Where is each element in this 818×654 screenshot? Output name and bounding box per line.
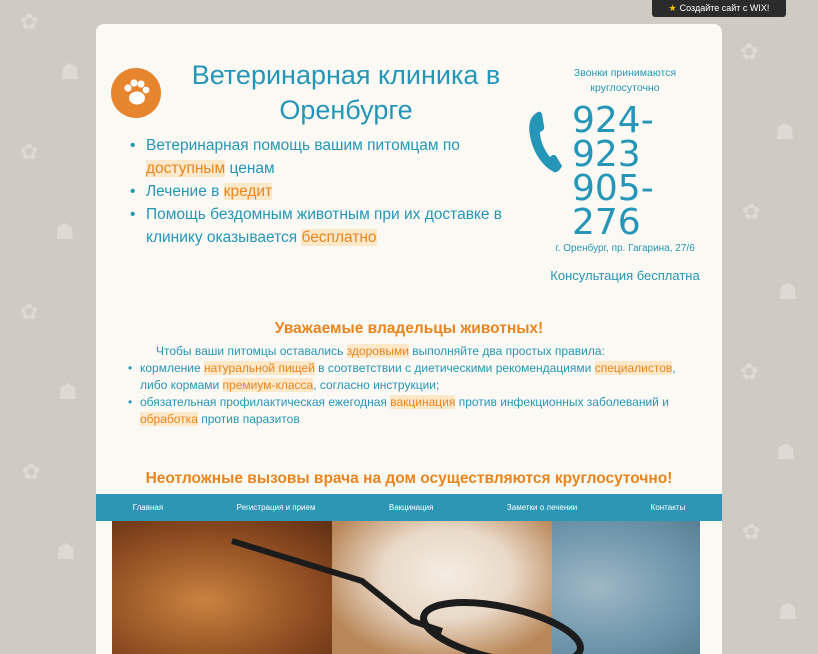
page-container xyxy=(96,24,722,654)
emergency-banner: Неотложные вызовы врача на дом осуществляются круглосуточно! xyxy=(145,470,673,487)
hero-dog-image xyxy=(112,521,700,654)
wix-promo-label: Создайте сайт с WIX! xyxy=(679,3,770,13)
phone-number[interactable]: 924- 923 905- 276 xyxy=(572,100,654,243)
owners-heading: Уважаемые владельцы животных! xyxy=(274,320,544,337)
list-item: • обязательная профилактическая ежегодная вакцинация против инфекционных заболеваний и обработка против паразитов xyxy=(126,394,686,428)
main-nav xyxy=(96,494,722,521)
nav-item-home[interactable]: Главная xyxy=(132,503,164,512)
nav-item-registration[interactable]: Регистрация и прием xyxy=(236,503,316,512)
list-item: • Лечение в кредит xyxy=(126,180,526,203)
list-item: • кормление натуральной пищей в соответствии с диетическими рекомендациями специалистов, либо кормами премиум-класса, согласно инструкции; xyxy=(126,360,686,394)
wix-promo-bar[interactable] xyxy=(652,0,786,17)
address: г. Оренбург, пр. Гагарина, 27/6 xyxy=(555,243,695,254)
nav-item-treatment-notes[interactable]: Заметки о лечении xyxy=(506,503,578,512)
rules-list xyxy=(126,360,686,428)
list-item: • Помощь бездомным животным при их доставке в клинику оказывается бесплатно xyxy=(126,203,526,249)
benefits-list xyxy=(126,134,526,249)
rules-intro: Чтобы ваши питомцы оставались здоровыми выполняйте два простых правила: xyxy=(156,344,605,358)
paw-logo-icon xyxy=(111,68,161,118)
star-icon: ★ xyxy=(668,3,677,13)
phone-icon xyxy=(526,110,566,179)
page-title: Ветеринарная клиника в Оренбурге xyxy=(191,60,501,125)
paw-pattern-background: ✿ ☗ ✿ ☗ ✿ ☗ ✿ ☗ ✿ ☗ ✿ ☗ ✿ ☗ ✿ ☗ xyxy=(20,10,798,625)
nav-item-contacts[interactable]: Контакты xyxy=(650,503,686,512)
consultation-note: Консультация бесплатна xyxy=(550,268,700,283)
list-item: • Ветеринарная помощь вашим питомцам по доступным ценам xyxy=(126,134,526,180)
calls-note: Звонки принимаются круглосуточно xyxy=(573,67,677,94)
nav-item-vaccination[interactable]: Вакцинация xyxy=(388,503,434,512)
